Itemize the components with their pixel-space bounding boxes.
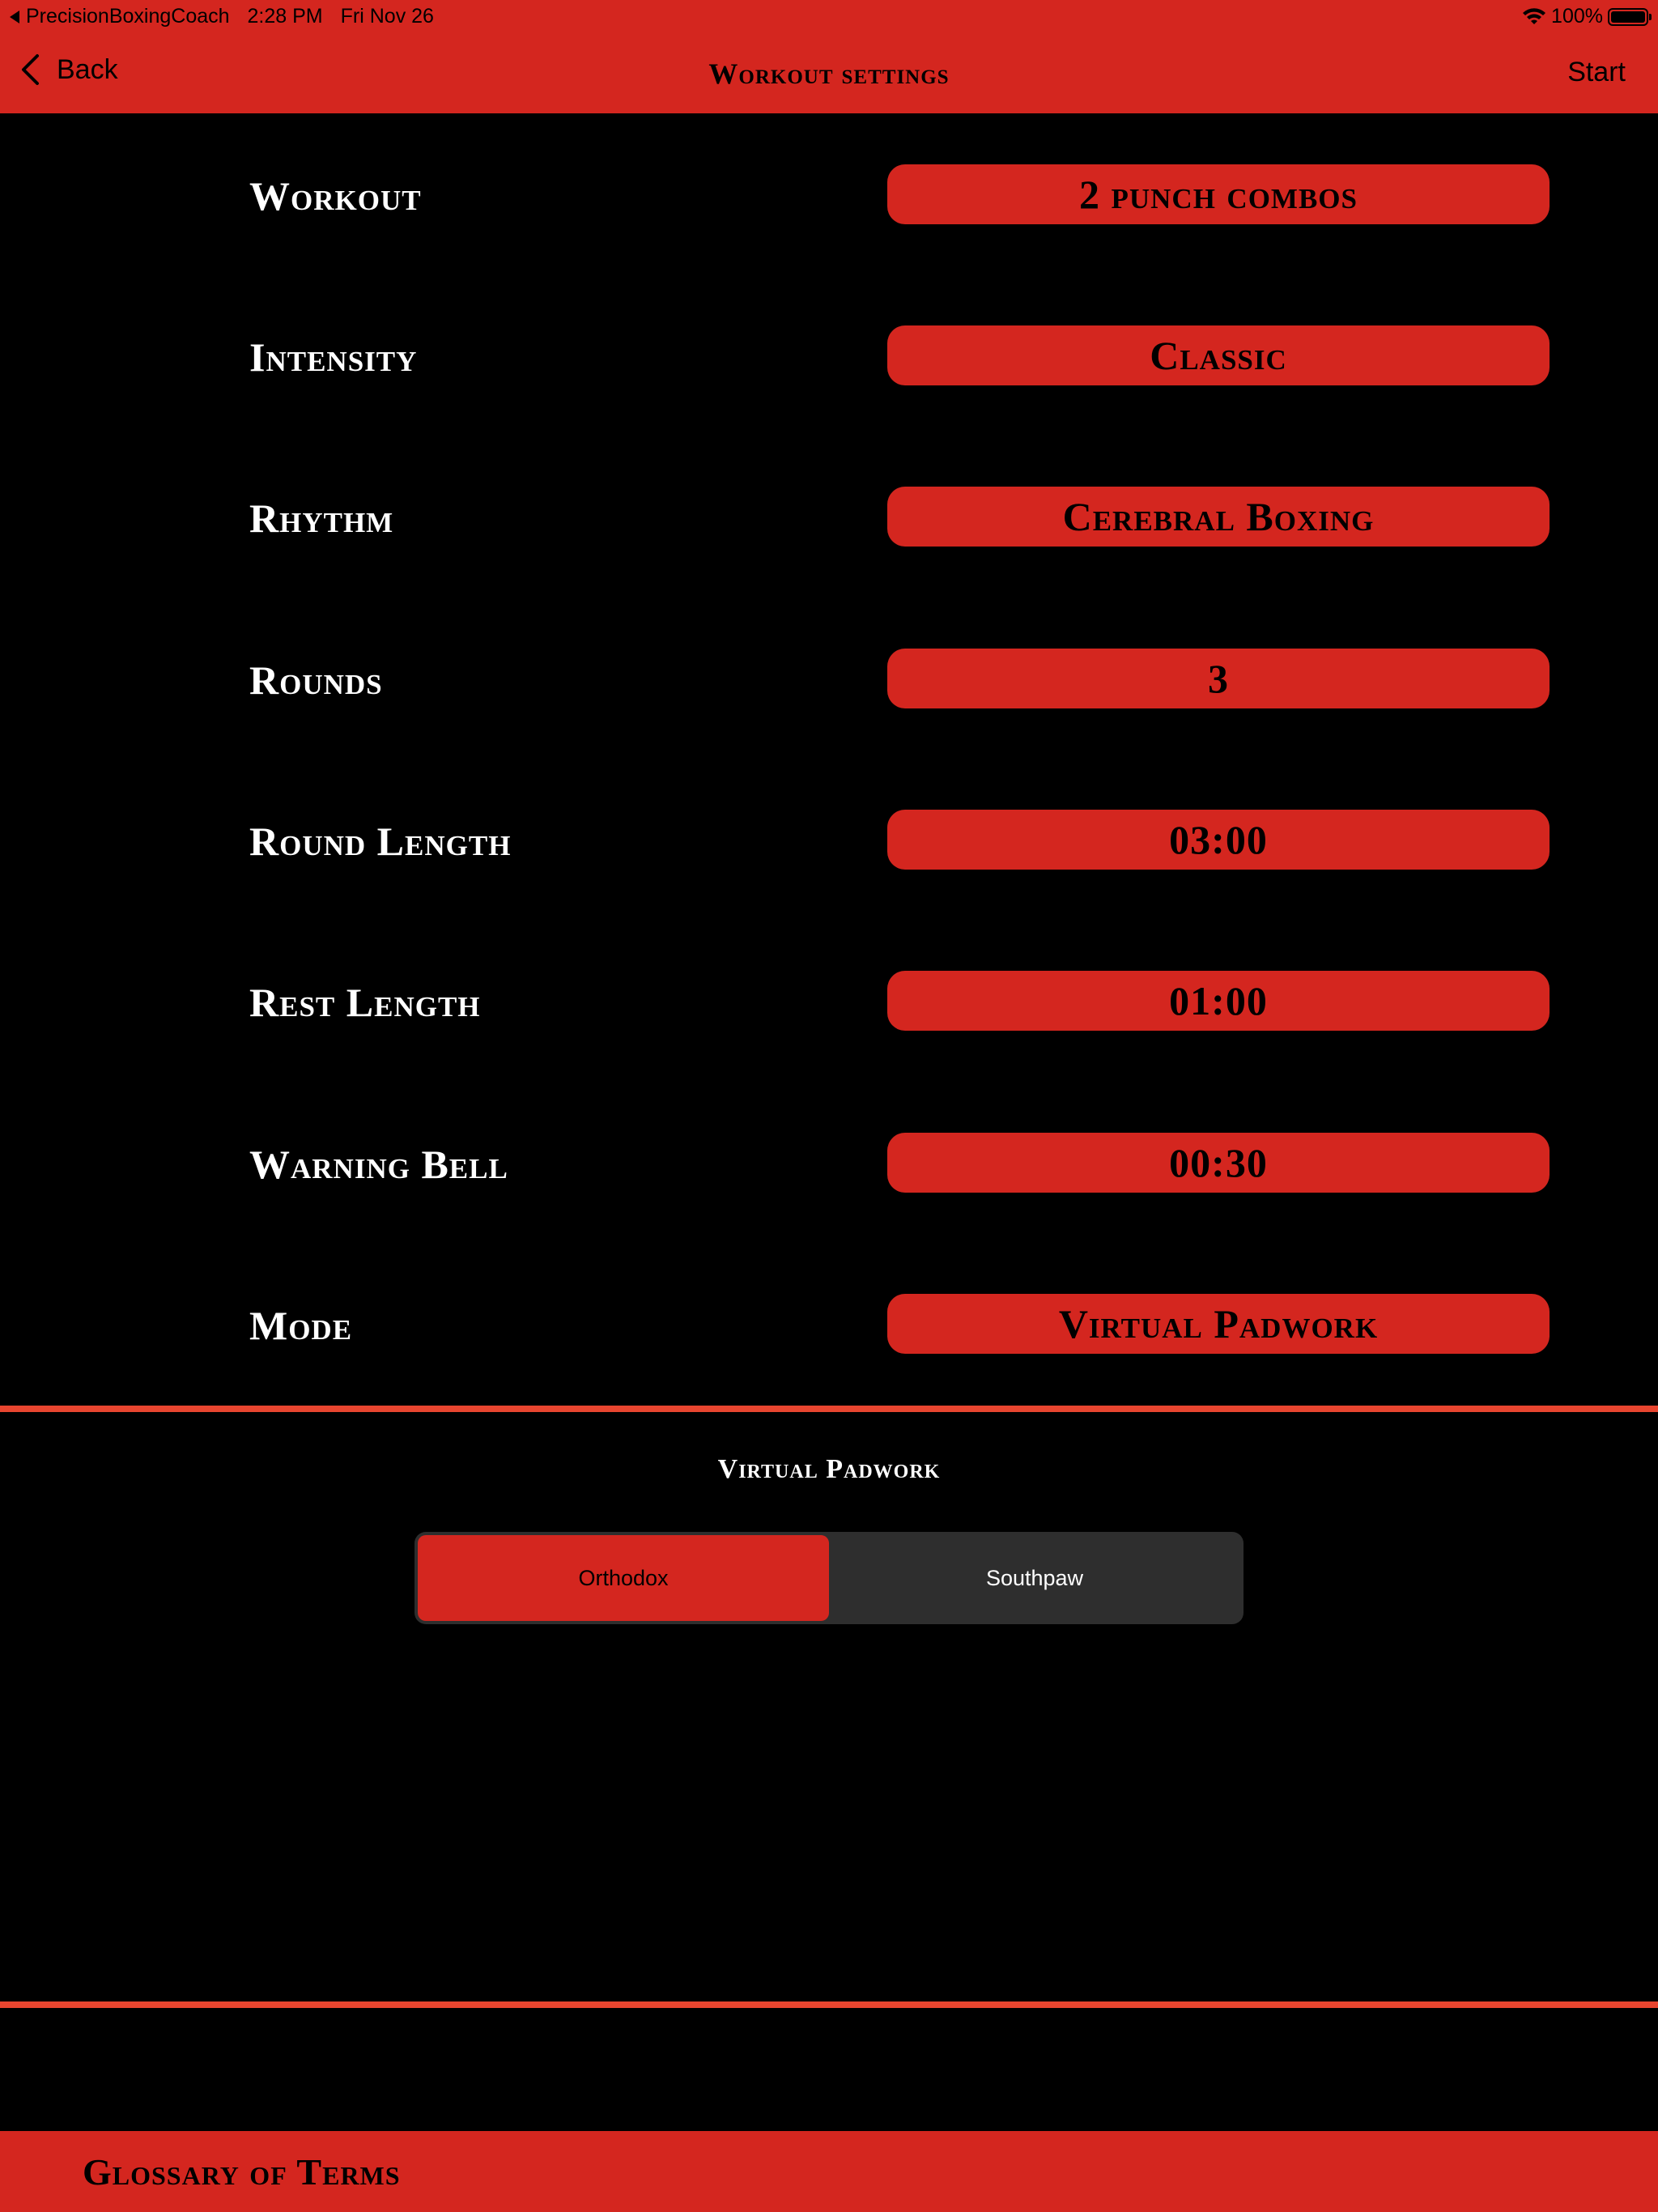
setting-row-rhythm xyxy=(0,487,1658,547)
battery-icon xyxy=(1608,8,1648,26)
battery-percent: 100% xyxy=(1551,5,1603,28)
rhythm-select-button[interactable]: Cerebral Boxing xyxy=(887,487,1550,547)
setting-label: Round Length xyxy=(249,819,512,864)
setting-row-intensity xyxy=(0,325,1658,385)
navigation-bar xyxy=(0,0,1658,113)
page-title: Workout settings xyxy=(708,57,950,90)
setting-label: Rhythm xyxy=(249,496,394,541)
status-bar xyxy=(0,0,1658,32)
section-divider-top xyxy=(0,1406,1658,1412)
status-date: Fri Nov 26 xyxy=(340,5,434,28)
setting-label: Workout xyxy=(249,173,422,219)
section-divider-bottom xyxy=(0,2001,1658,2008)
setting-row-warning-bell xyxy=(0,1133,1658,1193)
setting-label: Rest Length xyxy=(249,980,481,1025)
intensity-select-button[interactable]: Classic xyxy=(887,325,1550,385)
status-time: 2:28 PM xyxy=(247,5,323,28)
round-length-select-button[interactable]: 03:00 xyxy=(887,810,1550,870)
warning-bell-select-button[interactable]: 00:30 xyxy=(887,1133,1550,1193)
setting-label: Intensity xyxy=(249,334,418,380)
status-left xyxy=(10,5,452,28)
glossary-button[interactable]: Glossary of Terms xyxy=(83,2151,401,2193)
rounds-select-button[interactable]: 3 xyxy=(887,649,1550,708)
setting-row-mode xyxy=(0,1294,1658,1354)
glossary-bar[interactable] xyxy=(0,2131,1658,2212)
wifi-icon xyxy=(1522,8,1546,26)
rest-length-select-button[interactable]: 01:00 xyxy=(887,971,1550,1031)
workout-select-button[interactable]: 2 punch combos xyxy=(887,164,1550,224)
stance-option-southpaw[interactable]: Southpaw xyxy=(985,1565,1084,1590)
back-to-app-label[interactable]: PrecisionBoxingCoach xyxy=(26,5,230,28)
start-button[interactable]: Start xyxy=(1567,57,1626,87)
setting-row-rounds xyxy=(0,649,1658,708)
mode-section-heading: Virtual Padwork xyxy=(717,1454,941,1484)
mode-select-button[interactable]: Virtual Padwork xyxy=(887,1294,1550,1354)
setting-label: Rounds xyxy=(249,657,383,703)
setting-row-workout xyxy=(0,164,1658,224)
setting-label: Warning Bell xyxy=(249,1142,508,1187)
setting-row-round-length xyxy=(0,810,1658,870)
back-button-label: Back xyxy=(57,53,118,85)
status-right xyxy=(1522,5,1648,28)
setting-row-rest-length xyxy=(0,971,1658,1031)
back-to-app-icon[interactable] xyxy=(10,11,19,23)
stance-segmented-control[interactable] xyxy=(414,1532,1244,1624)
setting-label: Mode xyxy=(249,1303,353,1348)
stance-option-orthodox[interactable]: Orthodox xyxy=(418,1535,829,1621)
